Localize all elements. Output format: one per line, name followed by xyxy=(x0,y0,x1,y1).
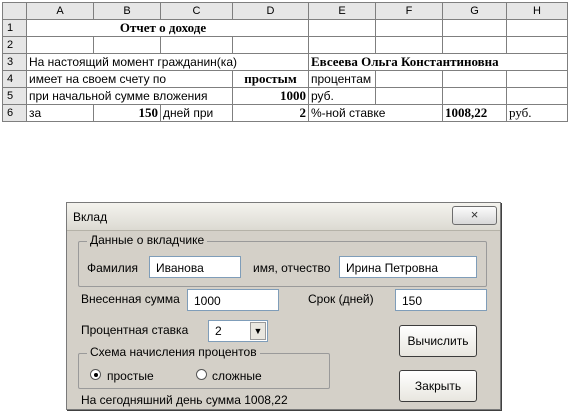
spreadsheet-grid xyxy=(2,2,568,122)
cell-a1[interactable] xyxy=(27,20,94,37)
cell-d1[interactable] xyxy=(233,20,309,37)
cell-e4[interactable]: процентам xyxy=(309,71,376,88)
cell-h1[interactable] xyxy=(507,20,568,37)
cell-f5[interactable] xyxy=(376,88,443,105)
rate-label: Процентная ставка xyxy=(81,323,189,337)
cell-e1[interactable] xyxy=(309,20,376,37)
rate-dropdown[interactable] xyxy=(208,320,268,342)
cell-f2[interactable] xyxy=(376,37,443,54)
cell-g1[interactable] xyxy=(443,20,507,37)
name-label: имя, отчество xyxy=(253,261,331,275)
cell-h4[interactable] xyxy=(507,71,568,88)
radio-compound-label[interactable]: сложные xyxy=(212,369,262,383)
cell-a6[interactable]: за xyxy=(27,105,94,122)
cell-g4[interactable] xyxy=(443,71,507,88)
cell-h2[interactable] xyxy=(507,37,568,54)
row-header-4[interactable]: 4 xyxy=(3,71,27,88)
term-label: Срок (дней) xyxy=(308,292,374,306)
cell-a2[interactable] xyxy=(27,37,94,54)
amount-label: Внесенная сумма xyxy=(81,292,180,306)
radio-simple-label[interactable]: простые xyxy=(107,369,154,383)
row-header-3[interactable]: 3 xyxy=(3,54,27,71)
surname-field[interactable]: Иванова xyxy=(149,256,241,278)
radio-simple[interactable] xyxy=(90,369,101,380)
column-header-d[interactable]: D xyxy=(233,3,309,20)
corner-cell[interactable] xyxy=(3,3,27,20)
chevron-down-icon[interactable]: ▼ xyxy=(250,322,266,340)
column-header-a[interactable]: A xyxy=(27,3,94,20)
dialog-title: Вклад xyxy=(73,210,108,224)
name-field[interactable]: Ирина Петровна xyxy=(339,256,477,278)
cell-b6[interactable]: 150 xyxy=(94,105,161,122)
radio-compound[interactable] xyxy=(196,369,207,380)
cell-g6[interactable]: 1008,22 xyxy=(443,105,507,122)
cell-h6[interactable]: руб. xyxy=(507,105,568,122)
column-header-c[interactable]: C xyxy=(161,3,233,20)
cell-e2[interactable] xyxy=(309,37,376,54)
report-title[interactable]: Отчет о доходе xyxy=(94,20,233,37)
surname-label: Фамилия xyxy=(87,261,138,275)
cell-d2[interactable] xyxy=(233,37,309,54)
close-button[interactable]: Закрыть xyxy=(399,370,477,402)
term-field[interactable]: 150 xyxy=(395,289,487,311)
cell-f1[interactable] xyxy=(376,20,443,37)
row-header-2[interactable]: 2 xyxy=(3,37,27,54)
column-header-f[interactable]: F xyxy=(376,3,443,20)
cell-c6[interactable]: дней при xyxy=(161,105,233,122)
deposit-dialog xyxy=(66,202,501,410)
cell-e5[interactable]: руб. xyxy=(309,88,376,105)
column-header-g[interactable]: G xyxy=(443,3,507,20)
dialog-titlebar[interactable] xyxy=(67,203,500,231)
cell-c2[interactable] xyxy=(161,37,233,54)
cell-a3[interactable]: На настоящий момент гражданин(ка) xyxy=(27,54,309,71)
cell-b2[interactable] xyxy=(94,37,161,54)
cell-e6[interactable]: %-ной ставке xyxy=(309,105,443,122)
depositor-group-caption: Данные о вкладчике xyxy=(87,233,207,247)
cell-a5[interactable]: при начальной сумме вложения xyxy=(27,88,233,105)
calculate-button[interactable]: Вычислить xyxy=(399,325,477,357)
column-header-e[interactable]: E xyxy=(309,3,376,20)
cell-f4[interactable] xyxy=(376,71,443,88)
column-header-h[interactable]: H xyxy=(507,3,568,20)
scheme-group-caption: Схема начисления процентов xyxy=(87,345,260,359)
row-header-6[interactable]: 6 xyxy=(3,105,27,122)
cell-d4[interactable]: простым xyxy=(233,71,309,88)
close-icon[interactable]: × xyxy=(452,206,497,225)
cell-g2[interactable] xyxy=(443,37,507,54)
cell-e3-name[interactable]: Евсеева Ольга Константиновна xyxy=(309,54,568,71)
cell-d5[interactable]: 1000 xyxy=(233,88,309,105)
cell-h5[interactable] xyxy=(507,88,568,105)
result-label: На сегодняшний день сумма 1008,22 xyxy=(81,393,288,407)
amount-field[interactable]: 1000 xyxy=(187,289,279,311)
column-header-b[interactable]: B xyxy=(94,3,161,20)
cell-g5[interactable] xyxy=(443,88,507,105)
row-header-5[interactable]: 5 xyxy=(3,88,27,105)
cell-a4[interactable]: имеет на своем счету по xyxy=(27,71,233,88)
cell-d6[interactable]: 2 xyxy=(233,105,309,122)
rate-value: 2 xyxy=(215,324,222,338)
row-header-1[interactable]: 1 xyxy=(3,20,27,37)
